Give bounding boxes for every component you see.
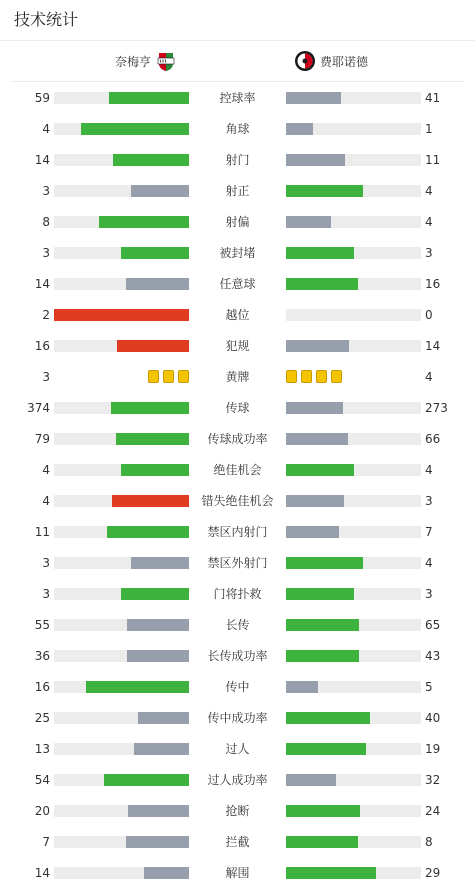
home-value: 7: [42, 835, 50, 849]
home-bar-fill: [86, 681, 189, 693]
home-value: 16: [34, 339, 50, 353]
away-bar-track: [286, 774, 421, 786]
home-value: 79: [34, 432, 50, 446]
home-bar-track: [54, 681, 189, 693]
stat-row: [0, 336, 475, 356]
home-bar-track: [54, 216, 189, 228]
stat-row: [0, 739, 475, 759]
home-bar-fill: [107, 526, 189, 538]
feyenoord-logo-icon: [294, 50, 316, 72]
away-bar-track: [286, 836, 421, 848]
home-value: 8: [42, 215, 50, 229]
away-bar-fill: [286, 495, 344, 507]
stat-row: [0, 181, 475, 201]
away-bar-track: [286, 526, 421, 538]
stat-label: 解围: [225, 866, 250, 880]
away-bar-track: [286, 743, 421, 755]
away-bar-track: [286, 185, 421, 197]
home-bar-track: [54, 185, 189, 197]
away-value: 273: [425, 401, 448, 415]
away-bar-fill: [286, 278, 358, 290]
home-bar-fill: [127, 619, 189, 631]
away-value: 5: [425, 680, 433, 694]
stat-label: 传球成功率: [207, 432, 268, 446]
home-bar-fill: [126, 836, 189, 848]
yellow-card-icon: [163, 370, 174, 383]
away-bar-track: [286, 340, 421, 352]
home-team: [115, 41, 181, 81]
home-bar-fill: [127, 650, 189, 662]
home-bar-fill: [111, 402, 189, 414]
home-value: 55: [34, 618, 50, 632]
home-bar-fill: [126, 278, 189, 290]
yellow-card-icon: [148, 370, 159, 383]
home-value: 14: [34, 866, 50, 880]
home-bar-track: [54, 464, 189, 476]
yellow-card-icon: [178, 370, 189, 383]
away-value: 7: [425, 525, 433, 539]
away-value: 1: [425, 122, 433, 136]
home-value: 14: [34, 277, 50, 291]
stat-label: 射正: [225, 184, 250, 198]
away-bar-track: [286, 619, 421, 631]
home-bar-fill: [121, 464, 189, 476]
home-bar-track: [54, 557, 189, 569]
stat-row: [0, 522, 475, 542]
home-bar-fill: [131, 185, 189, 197]
home-value: 4: [42, 463, 50, 477]
stat-row: [0, 553, 475, 573]
away-bar-fill: [286, 836, 358, 848]
away-bar-track: [286, 278, 421, 290]
away-bar-track: [286, 805, 421, 817]
stat-label: 被封堵: [219, 246, 256, 260]
home-bar-fill: [121, 588, 189, 600]
stat-label: 角球: [225, 122, 250, 136]
home-bar-fill: [134, 743, 189, 755]
away-bar-track: [286, 309, 421, 321]
home-bar-track: [54, 433, 189, 445]
away-bar-fill: [286, 526, 339, 538]
home-bar-fill: [99, 216, 189, 228]
away-bar-track: [286, 433, 421, 445]
away-value: 41: [425, 91, 441, 105]
stat-row: [0, 615, 475, 635]
home-value: 11: [34, 525, 50, 539]
stat-row: [0, 274, 475, 294]
home-value: 3: [42, 556, 50, 570]
stat-label: 长传成功率: [207, 649, 268, 663]
away-value: 8: [425, 835, 433, 849]
home-bar-track: [54, 836, 189, 848]
stat-row: [0, 460, 475, 480]
home-bar-fill: [104, 774, 189, 786]
stat-label: 禁区内射门: [207, 525, 268, 539]
home-value: 36: [34, 649, 50, 663]
home-value: 16: [34, 680, 50, 694]
home-bar-track: [54, 588, 189, 600]
away-team-name: 费耶诺德: [320, 54, 369, 69]
away-bar-fill: [286, 433, 348, 445]
home-bar-track: [54, 495, 189, 507]
stat-label: 错失绝佳机会: [201, 494, 274, 508]
home-bar-track: [54, 340, 189, 352]
stat-row: [0, 801, 475, 821]
away-bar-track: [286, 247, 421, 259]
home-bar-track: [54, 774, 189, 786]
yellow-card-icon: [316, 370, 327, 383]
home-bar-fill: [81, 123, 189, 135]
away-bar-fill: [286, 154, 345, 166]
away-bar-fill: [286, 340, 349, 352]
away-bar-fill: [286, 650, 359, 662]
stat-label: 禁区外射门: [207, 556, 268, 570]
home-bar-fill: [128, 805, 189, 817]
away-bar-fill: [286, 185, 363, 197]
away-bar-track: [286, 650, 421, 662]
away-bar-track: [286, 495, 421, 507]
home-value: 14: [34, 153, 50, 167]
stat-label: 过人成功率: [207, 773, 268, 787]
away-value: 4: [425, 184, 433, 198]
away-value: 3: [425, 246, 433, 260]
home-bar-track: [54, 526, 189, 538]
away-bar-track: [286, 588, 421, 600]
stat-row: [0, 832, 475, 852]
away-bar-fill: [286, 557, 363, 569]
stat-row: [0, 770, 475, 790]
away-bar-fill: [286, 216, 331, 228]
yellow-card-icon: [301, 370, 312, 383]
yellow-card-icon: [331, 370, 342, 383]
away-bar-track: [286, 464, 421, 476]
away-bar-fill: [286, 123, 313, 135]
stat-row: [0, 708, 475, 728]
away-bar-fill: [286, 774, 336, 786]
home-value: 3: [42, 370, 50, 384]
home-bar-fill: [144, 867, 189, 879]
away-value: 16: [425, 277, 441, 291]
home-bar-fill: [116, 433, 189, 445]
home-bar-fill: [54, 309, 189, 321]
stat-label: 任意球: [219, 277, 256, 291]
away-value: 19: [425, 742, 441, 756]
home-bar-fill: [113, 154, 189, 166]
home-bar-fill: [121, 247, 189, 259]
stat-label: 控球率: [219, 91, 256, 105]
stat-row: [0, 212, 475, 232]
away-team: [290, 41, 368, 81]
away-bar-fill: [286, 588, 354, 600]
away-value: 4: [425, 370, 433, 384]
away-bar-fill: [286, 464, 354, 476]
away-bar-track: [286, 402, 421, 414]
away-bar-track: [286, 681, 421, 693]
stat-label: 传中成功率: [207, 711, 268, 725]
away-value: 3: [425, 494, 433, 508]
home-yellow-cards: [148, 370, 189, 384]
home-bar-track: [54, 92, 189, 104]
stat-row: [0, 243, 475, 263]
stat-label: 射门: [225, 153, 250, 167]
home-bar-track: [54, 154, 189, 166]
home-bar-track: [54, 712, 189, 724]
yellow-card-icon: [286, 370, 297, 383]
home-value: 3: [42, 184, 50, 198]
away-value: 32: [425, 773, 441, 787]
away-value: 14: [425, 339, 441, 353]
away-value: 4: [425, 463, 433, 477]
stat-row: [0, 398, 475, 418]
away-value: 43: [425, 649, 441, 663]
away-bar-fill: [286, 681, 318, 693]
home-bar-fill: [138, 712, 189, 724]
stat-label: 传球: [225, 401, 250, 415]
stat-row: [0, 305, 475, 325]
page-title: 技术统计: [0, 0, 475, 41]
away-value: 4: [425, 556, 433, 570]
stat-label: 越位: [225, 308, 250, 322]
stat-row: [0, 367, 475, 387]
away-value: 66: [425, 432, 441, 446]
home-team-name: 奈梅亨: [114, 54, 151, 69]
home-value: 4: [42, 122, 50, 136]
stat-label: 过人: [225, 742, 250, 756]
away-bar-track: [286, 216, 421, 228]
away-bar-fill: [286, 247, 354, 259]
away-value: 0: [425, 308, 433, 322]
stat-label: 拦截: [225, 835, 250, 849]
stat-label: 传中: [225, 680, 250, 694]
away-value: 11: [425, 153, 441, 167]
home-bar-fill: [112, 495, 189, 507]
away-bar-fill: [286, 867, 376, 879]
away-bar-fill: [286, 92, 341, 104]
home-value: 2: [42, 308, 50, 322]
home-bar-track: [54, 247, 189, 259]
stat-row: [0, 119, 475, 139]
stat-label: 犯规: [225, 339, 250, 353]
teams-header: [10, 41, 465, 82]
away-value: 3: [425, 587, 433, 601]
stat-label: 射偏: [225, 215, 250, 229]
stat-label: 门将扑救: [213, 587, 262, 601]
home-bar-track: [54, 619, 189, 631]
home-bar-fill: [109, 92, 189, 104]
stat-row: [0, 584, 475, 604]
home-value: 59: [34, 91, 50, 105]
nec-logo-icon: [155, 50, 177, 72]
home-value: 25: [34, 711, 50, 725]
home-value: 4: [42, 494, 50, 508]
away-bar-track: [286, 557, 421, 569]
home-value: 13: [34, 742, 50, 756]
home-bar-track: [54, 402, 189, 414]
stat-label: 长传: [225, 618, 250, 632]
stat-row: [0, 429, 475, 449]
away-value: 4: [425, 215, 433, 229]
home-value: 374: [27, 401, 50, 415]
away-bar-track: [286, 712, 421, 724]
stat-label: 黄牌: [225, 370, 250, 384]
home-bar-track: [54, 309, 189, 321]
home-value: 20: [34, 804, 50, 818]
away-value: 29: [425, 866, 441, 880]
away-bar-fill: [286, 619, 359, 631]
stat-row: [0, 646, 475, 666]
stat-label: 抢断: [225, 804, 250, 818]
away-yellow-cards: [286, 370, 342, 384]
home-bar-track: [54, 278, 189, 290]
stat-row: [0, 491, 475, 511]
home-bar-track: [54, 650, 189, 662]
away-bar-track: [286, 154, 421, 166]
away-value: 24: [425, 804, 441, 818]
away-value: 40: [425, 711, 441, 725]
home-bar-track: [54, 123, 189, 135]
stat-label: 绝佳机会: [213, 463, 262, 477]
stat-row: [0, 677, 475, 697]
home-bar-track: [54, 867, 189, 879]
away-bar-fill: [286, 743, 366, 755]
home-bar-fill: [131, 557, 189, 569]
away-value: 65: [425, 618, 441, 632]
home-value: 54: [34, 773, 50, 787]
away-bar-track: [286, 123, 421, 135]
home-bar-track: [54, 743, 189, 755]
stat-row: [0, 863, 475, 883]
home-bar-fill: [117, 340, 189, 352]
away-bar-fill: [286, 805, 360, 817]
stat-row: [0, 88, 475, 108]
stat-row: [0, 150, 475, 170]
home-value: 3: [42, 246, 50, 260]
away-bar-fill: [286, 402, 343, 414]
home-value: 3: [42, 587, 50, 601]
away-bar-track: [286, 867, 421, 879]
away-bar-fill: [286, 712, 370, 724]
away-bar-track: [286, 92, 421, 104]
home-bar-track: [54, 805, 189, 817]
